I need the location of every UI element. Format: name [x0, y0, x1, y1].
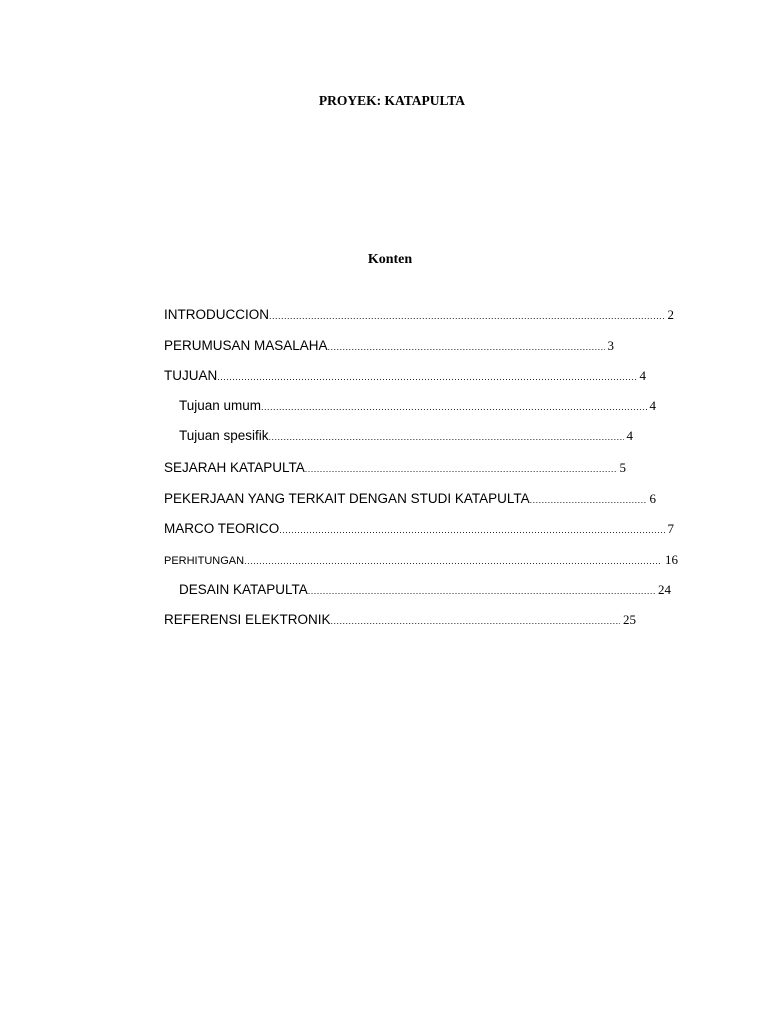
document-title: PROYEK: KATAPULTA [318, 93, 466, 108]
toc-entry-introduccion[interactable] [164, 307, 674, 325]
toc-entry-label: Tujuan umum [179, 398, 262, 413]
toc-page-number: 24 [658, 582, 671, 597]
toc-entry-label: INTRODUCCION [164, 307, 269, 322]
toc-page-number: 7 [667, 521, 674, 536]
toc-entry-tujuan-spesifik[interactable] [179, 428, 633, 446]
toc-entry-label: DESAIN KATAPULTA [179, 582, 308, 597]
toc-page-number: 4 [639, 368, 646, 383]
toc-page-number: 5 [619, 460, 626, 475]
toc-dot-leader [331, 616, 620, 626]
toc-page-number: 4 [649, 398, 656, 413]
toc-dot-leader [217, 372, 636, 382]
toc-entry-label: PEKERJAAN YANG TERKAIT DENGAN STUDI KATAPULTA [164, 491, 530, 506]
toc-entry-tujuan[interactable] [164, 368, 646, 386]
toc-dot-leader [308, 586, 655, 596]
toc-dot-leader [269, 432, 624, 442]
toc-dot-leader [261, 402, 646, 412]
toc-entry-referensi-elektronik[interactable] [164, 612, 636, 630]
toc-entry-perumusan-masalaha[interactable] [164, 338, 614, 356]
toc-dot-leader [305, 464, 617, 474]
toc-entry-label: Tujuan spesifik [179, 428, 269, 443]
toc-dot-leader [328, 342, 605, 352]
toc-page-number: 3 [607, 338, 614, 353]
toc-entry-label: MARCO TEORICO [164, 521, 280, 536]
toc-entry-sejarah-katapulta[interactable] [164, 460, 626, 478]
toc-dot-leader [279, 525, 664, 535]
toc-page-number: 6 [649, 491, 656, 506]
toc-page-number: 16 [665, 552, 678, 567]
toc-entry-pekerjaan-terkait[interactable] [164, 491, 656, 509]
toc-page-number: 2 [667, 307, 674, 322]
toc-entry-desain-katapulta[interactable] [179, 582, 671, 600]
toc-heading: Konten [367, 252, 413, 267]
toc-entry-perhitungan[interactable] [164, 552, 678, 570]
toc-page-number: 4 [626, 428, 633, 443]
toc-entry-label: SEJARAH KATAPULTA [164, 460, 305, 475]
toc-page-number: 25 [623, 612, 636, 627]
toc-entry-label: PERUMUSAN MASALAHA [164, 338, 328, 353]
toc-dot-leader [244, 556, 662, 566]
toc-dot-leader [530, 495, 647, 505]
toc-entry-label: REFERENSI ELEKTRONIK [164, 612, 331, 627]
toc-entry-label: PERHITUNGAN [164, 555, 245, 567]
toc-entry-marco-teorico[interactable] [164, 521, 674, 539]
toc-entry-label: TUJUAN [164, 368, 218, 383]
toc-entry-tujuan-umum[interactable] [179, 398, 656, 416]
toc-dot-leader [269, 311, 665, 321]
